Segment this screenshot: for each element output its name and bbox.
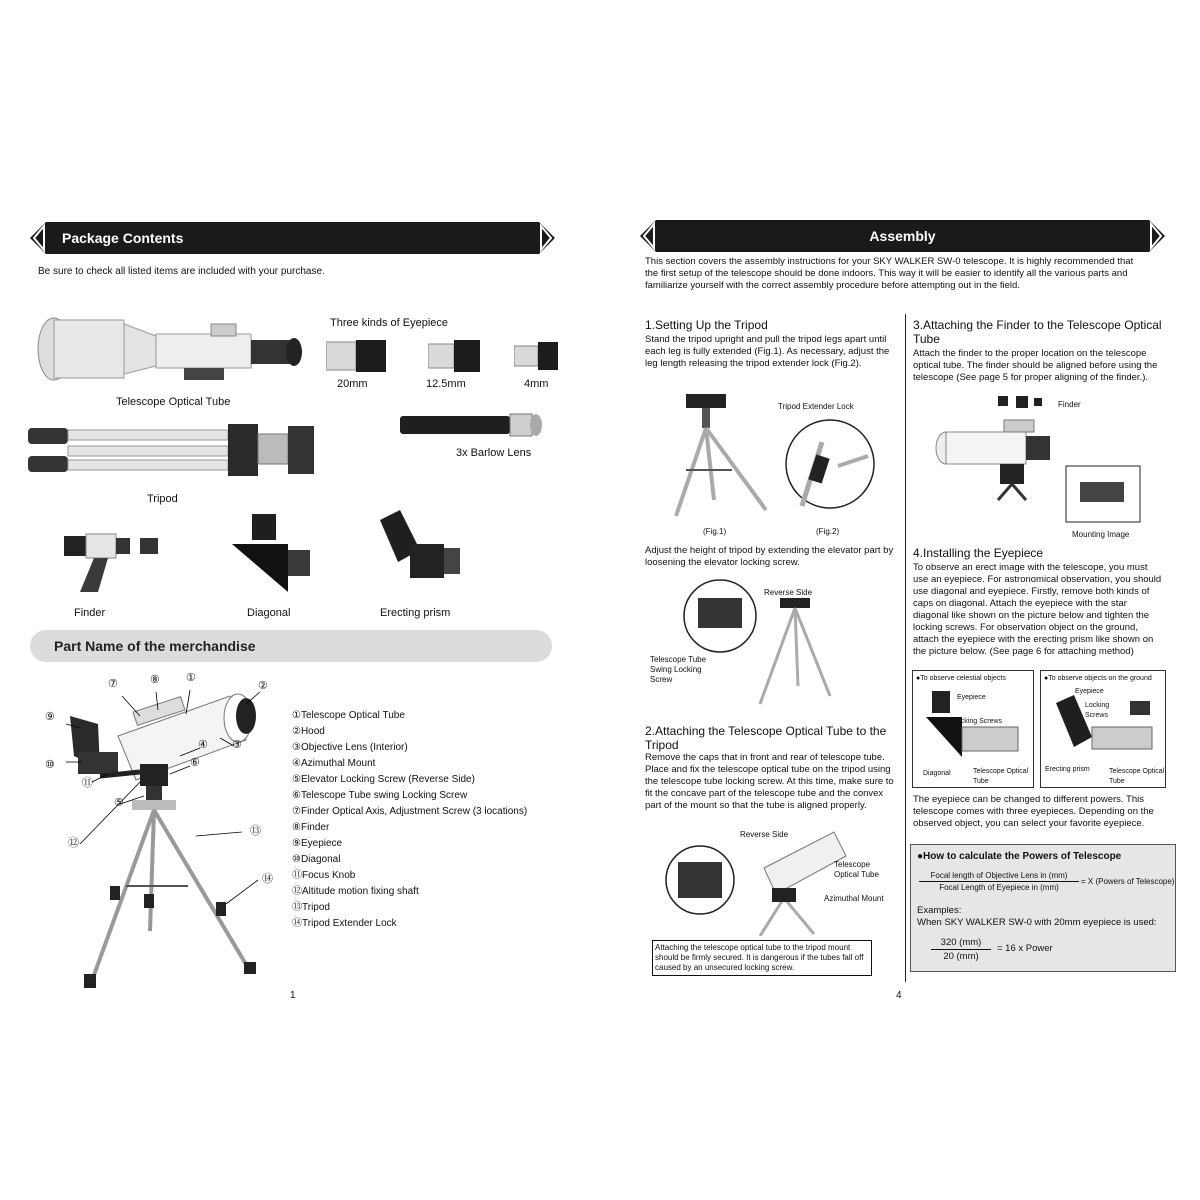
step2-text: Remove the caps that in front and rear of telescope tube. Place and fix the telescope optical tube on the tripod using the telescope tube locking screw. At this time, make sure to fit the concave part of the telescope tube and the convex part of the mount so that the tube is aligned properly. bbox=[645, 752, 894, 811]
part-item: ①Telescope Optical Tube bbox=[292, 710, 405, 721]
assembled-telescope-diagram bbox=[40, 676, 280, 996]
parts-list bbox=[292, 708, 572, 932]
part-item: ⑪Focus Knob bbox=[292, 870, 356, 881]
ground-box-title: ●To observe objects on the ground bbox=[1044, 675, 1152, 682]
part-item: ⑨Eyepiece bbox=[292, 838, 343, 849]
callout-2: ② bbox=[258, 680, 268, 692]
fig2-label: (Fig.2) bbox=[816, 527, 840, 536]
examples-label: Examples: bbox=[917, 905, 962, 916]
tripod-fig2-image bbox=[782, 416, 882, 516]
celestial-box bbox=[912, 670, 1034, 788]
part-item: ⑥Telescope Tube swing Locking Screw bbox=[292, 790, 468, 801]
swing-screw-label: Telescope Tube Swing Locking Screw bbox=[650, 655, 707, 684]
finder-label: Finder bbox=[74, 607, 106, 619]
assembly-intro: This section covers the assembly instructions for your SKY WALKER SW-0 telescope. It is highly recommended that the first setup of the telescope should be done indoors. This way it will be easier to identify all the various parts and familiarize yourself with the correct assembly procedure before attempting out in the field. bbox=[645, 256, 1134, 291]
power-denominator: Focal Length of Eyepiece in (mm) bbox=[939, 883, 1059, 892]
column-divider bbox=[905, 314, 906, 982]
reverse-side-label-2: Reverse Side bbox=[740, 830, 789, 839]
example-result: = 16 x Power bbox=[997, 943, 1053, 954]
eyepiece-12mm-label: 12.5mm bbox=[426, 378, 466, 390]
reverse-side-label-1: Reverse Side bbox=[764, 588, 813, 597]
assembly-banner bbox=[640, 220, 1165, 252]
part-item: ⑫Altitude motion fixing shaft bbox=[292, 886, 419, 897]
package-contents-banner bbox=[30, 222, 555, 254]
part-item: ⑤Elevator Locking Screw (Reverse Side) bbox=[292, 774, 475, 785]
barlow-label: 3x Barlow Lens bbox=[456, 447, 532, 459]
locking-screws-label-1: Locking Screws bbox=[953, 718, 1003, 725]
finder-label-step3: Finder bbox=[1058, 400, 1081, 409]
callout-3: ③ bbox=[232, 739, 242, 751]
example-text: When SKY WALKER SW-0 with 20mm eyepiece is used: bbox=[917, 917, 1157, 928]
tube-label: Telescope Optical Tube bbox=[834, 860, 879, 879]
callout-6: ⑥ bbox=[190, 757, 200, 769]
diagonal-label: Diagonal bbox=[247, 607, 291, 619]
power-box bbox=[910, 844, 1176, 972]
power-result: = X (Powers of Telescope) bbox=[1081, 877, 1175, 886]
tripod-fig1-image bbox=[662, 390, 772, 520]
assembly-title: Assembly bbox=[869, 228, 936, 244]
optical-tube-image bbox=[36, 316, 306, 396]
package-contents-title: Package Contents bbox=[62, 230, 184, 246]
package-intro: Be sure to check all listed items are included with your purchase. bbox=[38, 266, 325, 277]
tube-attach-image bbox=[664, 828, 894, 936]
tube-label-1: Telescope Optical Tube bbox=[973, 768, 1029, 785]
ground-box bbox=[1040, 670, 1166, 788]
part-item: ⑩Diagonal bbox=[292, 854, 341, 865]
callout-13: ⑬ bbox=[250, 825, 261, 837]
part-item: ③Objective Lens (Interior) bbox=[292, 742, 408, 753]
barlow-lens-image bbox=[400, 412, 546, 438]
tube-label-2: Telescope Optical Tube bbox=[1109, 768, 1165, 785]
part-item: ②Hood bbox=[292, 726, 325, 737]
step4-text: To observe an erect image with the telescope, you must use an eyepiece. For astronomical observation, you should use diagonal and eyepiece. Firstly, remove both kinds of caps on diagonal. Attach the eyepiece with the star diagonal like shown on the picture below and tighten the locking screws. For observation object on the ground, attach the eyepiece with the erecting prism like shown on the picture below. (See page 6 for attaching method) bbox=[913, 562, 1162, 657]
right-page-number: 4 bbox=[896, 990, 902, 1001]
eyepiece-4mm-label: 4mm bbox=[524, 378, 549, 390]
eyepiece-label-1: Eyepiece bbox=[957, 694, 986, 701]
callout-8: ⑧ bbox=[150, 674, 160, 686]
power-box-title: ●How to calculate the Powers of Telescope bbox=[917, 851, 1122, 862]
prism-setup-image bbox=[1046, 687, 1160, 767]
finder-attach-image bbox=[934, 396, 1144, 526]
step1-heading: 1.Setting Up the Tripod bbox=[645, 318, 768, 332]
callout-1: ① bbox=[186, 672, 196, 684]
callout-14: ⑭ bbox=[262, 873, 273, 885]
fig1-label: (Fig.1) bbox=[703, 527, 727, 536]
callout-10: ⑩ bbox=[45, 759, 55, 771]
callout-12: ⑫ bbox=[68, 837, 79, 849]
eyepiece-12mm-image bbox=[428, 340, 480, 372]
tripod-elevator-image bbox=[680, 576, 840, 706]
example-denominator: 20 (mm) bbox=[943, 951, 979, 962]
tripod-folded-image bbox=[28, 418, 318, 484]
left-page-number: 1 bbox=[290, 990, 296, 1001]
step1-text: Stand the tripod upright and pull the tripod legs apart until each leg is fully extended (Fig.1). As necessary, adjust the leg length releasing the tripod extender lock (Fig.2). bbox=[645, 334, 890, 369]
step4-text2: The eyepiece can be changed to different powers. This telescope comes with three eyepieces. Depending on the observed object, you can select your favorite eyepiece. bbox=[913, 794, 1154, 829]
locking-screws-label-2: Locking Screws bbox=[1085, 702, 1110, 719]
example-numerator: 320 (mm) bbox=[931, 937, 991, 950]
warning-box: Attaching the telescope optical tube to the tripod mount should be firmly secured. It is dangerous if the tubes fall off caused by an unsecured locking screw. bbox=[652, 940, 872, 976]
tripod-label: Tripod bbox=[147, 493, 178, 505]
part-item: ⑧Finder bbox=[292, 822, 330, 833]
optical-tube-label: Telescope Optical Tube bbox=[116, 396, 231, 408]
finder-image bbox=[64, 530, 160, 598]
part-item: ④Azimuthal Mount bbox=[292, 758, 376, 769]
part-item: ⑬Tripod bbox=[292, 902, 330, 913]
part-item: ⑭Tripod Extender Lock bbox=[292, 918, 397, 929]
part-item: ⑦Finder Optical Axis, Adjustment Screw (3 locations) bbox=[292, 806, 528, 817]
part-name-banner bbox=[30, 630, 552, 662]
callout-11: ⑪ bbox=[82, 777, 93, 789]
erecting-prism-image bbox=[370, 510, 462, 590]
step2-heading: 2.Attaching the Telescope Optical Tube to the Tripod bbox=[645, 724, 887, 752]
extender-lock-label: Tripod Extender Lock bbox=[778, 402, 854, 411]
step3-text: Attach the finder to the proper location on the telescope optical tube. The finder should be aligned before using the telescope (See page 5 for proper aligning of the finder.). bbox=[913, 348, 1158, 383]
callout-9: ⑨ bbox=[45, 711, 55, 723]
step3-heading: 3.Attaching the Finder to the Telescope Optical Tube bbox=[913, 318, 1162, 346]
erecting-prism-label: Erecting prism bbox=[380, 607, 451, 619]
eyepiece-4mm-image bbox=[514, 340, 558, 372]
eyepiece-20mm-label: 20mm bbox=[337, 378, 368, 390]
callout-7: ⑦ bbox=[108, 678, 118, 690]
eyepiece-heading: Three kinds of Eyepiece bbox=[330, 317, 449, 329]
erecting-prism-label-2: Erecting prism bbox=[1045, 766, 1090, 773]
part-name-title: Part Name of the merchandise bbox=[54, 638, 256, 654]
eyepiece-label-2: Eyepiece bbox=[1075, 688, 1104, 695]
mount-label: Azimuthal Mount bbox=[824, 894, 884, 903]
callout-5: ⑤ bbox=[114, 797, 124, 809]
eyepiece-20mm-image bbox=[326, 340, 386, 372]
mounting-image-label: Mounting Image bbox=[1072, 530, 1130, 539]
step1-text2: Adjust the height of tripod by extending the elevator part by loosening the elevator locking screw. bbox=[645, 545, 894, 568]
celestial-box-title: ●To observe celestial objects bbox=[916, 675, 1006, 682]
diagonal-image bbox=[232, 514, 310, 594]
diagonal-label-1: Diagonal bbox=[923, 770, 951, 777]
callout-4: ④ bbox=[198, 739, 208, 751]
power-numerator: Focal length of Objective Lens in (mm) bbox=[919, 871, 1079, 882]
step4-heading: 4.Installing the Eyepiece bbox=[913, 546, 1044, 560]
